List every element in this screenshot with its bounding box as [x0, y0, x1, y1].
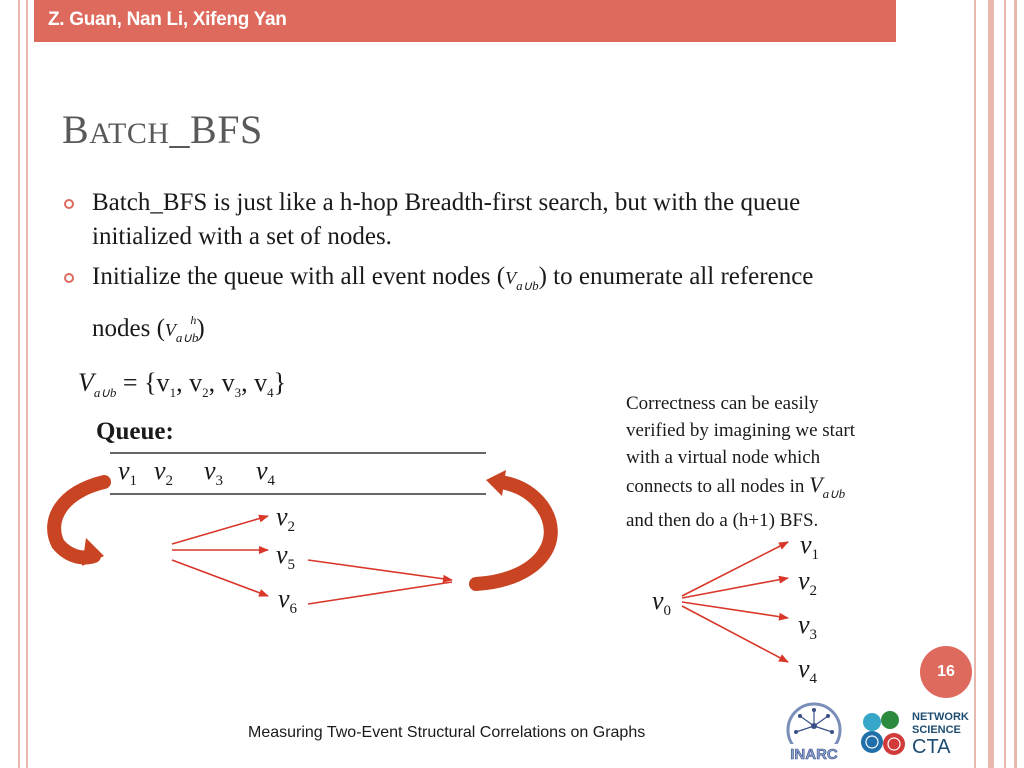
expanded-node-v2: $v_2$ — [276, 502, 296, 535]
header-authors: Z. Guan, Nan Li, Xifeng Yan — [48, 9, 287, 30]
correctness-note: Correctness can be easily verified by imagining we start with a virtual node which connects to all nodes in $V_{a\cup b}$ and then do a (h+1) BFS. — [626, 393, 855, 531]
edge-v0-v4 — [682, 606, 788, 662]
bullet-text-2c: ) — [196, 315, 205, 342]
title-initial: B — [62, 107, 90, 152]
edge-to-v2 — [172, 516, 268, 544]
inarc-logo — [778, 700, 850, 766]
edge-v6-right — [308, 582, 452, 604]
footer-title: Measuring Two-Event Structural Correlations on Graphs — [248, 724, 646, 741]
svg-text:INARC: INARC — [790, 746, 838, 763]
edge-to-v6 — [172, 560, 268, 596]
expanded-node-v6: $v_6$ — [278, 584, 298, 617]
virtual-child-v2: $v_2$ — [798, 566, 818, 599]
bullet-text-2b: ) to enumerate all reference nodes ( — [92, 263, 814, 342]
math-v-aub-h: $V_{a\cup b}^h$ — [164, 313, 199, 345]
virtual-child-v1: $v_1$ — [800, 530, 820, 563]
title-rest: _BFS — [169, 107, 263, 152]
edge-v0-v3 — [682, 602, 788, 618]
queue-node-v2: $v_2$ — [154, 456, 174, 489]
queue-label: Queue: — [96, 418, 174, 445]
queue-node-v3: $v_3$ — [204, 456, 224, 489]
ns-logo-line1: NETWORK — [912, 711, 969, 723]
math-v-aub: $V_{a\cup b}$ — [505, 268, 539, 293]
ns-logo-line3: CTA — [912, 736, 951, 758]
ns-logo-line2: SCIENCE — [912, 724, 961, 736]
bullet-text-2a: Initialize the queue with all event nodes ( — [92, 263, 506, 290]
right-curved-arrow — [476, 482, 551, 584]
virtual-root-v0: $v_0$ — [652, 586, 672, 619]
right-curved-arrow-head — [486, 470, 506, 496]
virtual-child-v4: $v_4$ — [798, 654, 818, 687]
event-node-set-formula: $V_{a\cup b} = \{v_1$, $v_2$, $v_3$, $v_4$} — [78, 368, 287, 400]
expanded-node-v5: $v_5$ — [276, 540, 296, 573]
title-smallcaps: ATCH — [89, 117, 170, 150]
virtual-child-v3: $v_3$ — [798, 610, 818, 643]
page-number-badge: 16 — [920, 646, 972, 698]
edge-v5-right — [308, 560, 452, 580]
bullet-text-1: Batch_BFS is just like a h-hop Breadth-first search, but with the queue initialized with a set of nodes. — [92, 189, 801, 250]
left-curved-arrow — [54, 482, 104, 558]
queue-node-v1: $v_1$ — [118, 456, 138, 489]
queue-node-v4: $v_4$ — [256, 456, 276, 489]
